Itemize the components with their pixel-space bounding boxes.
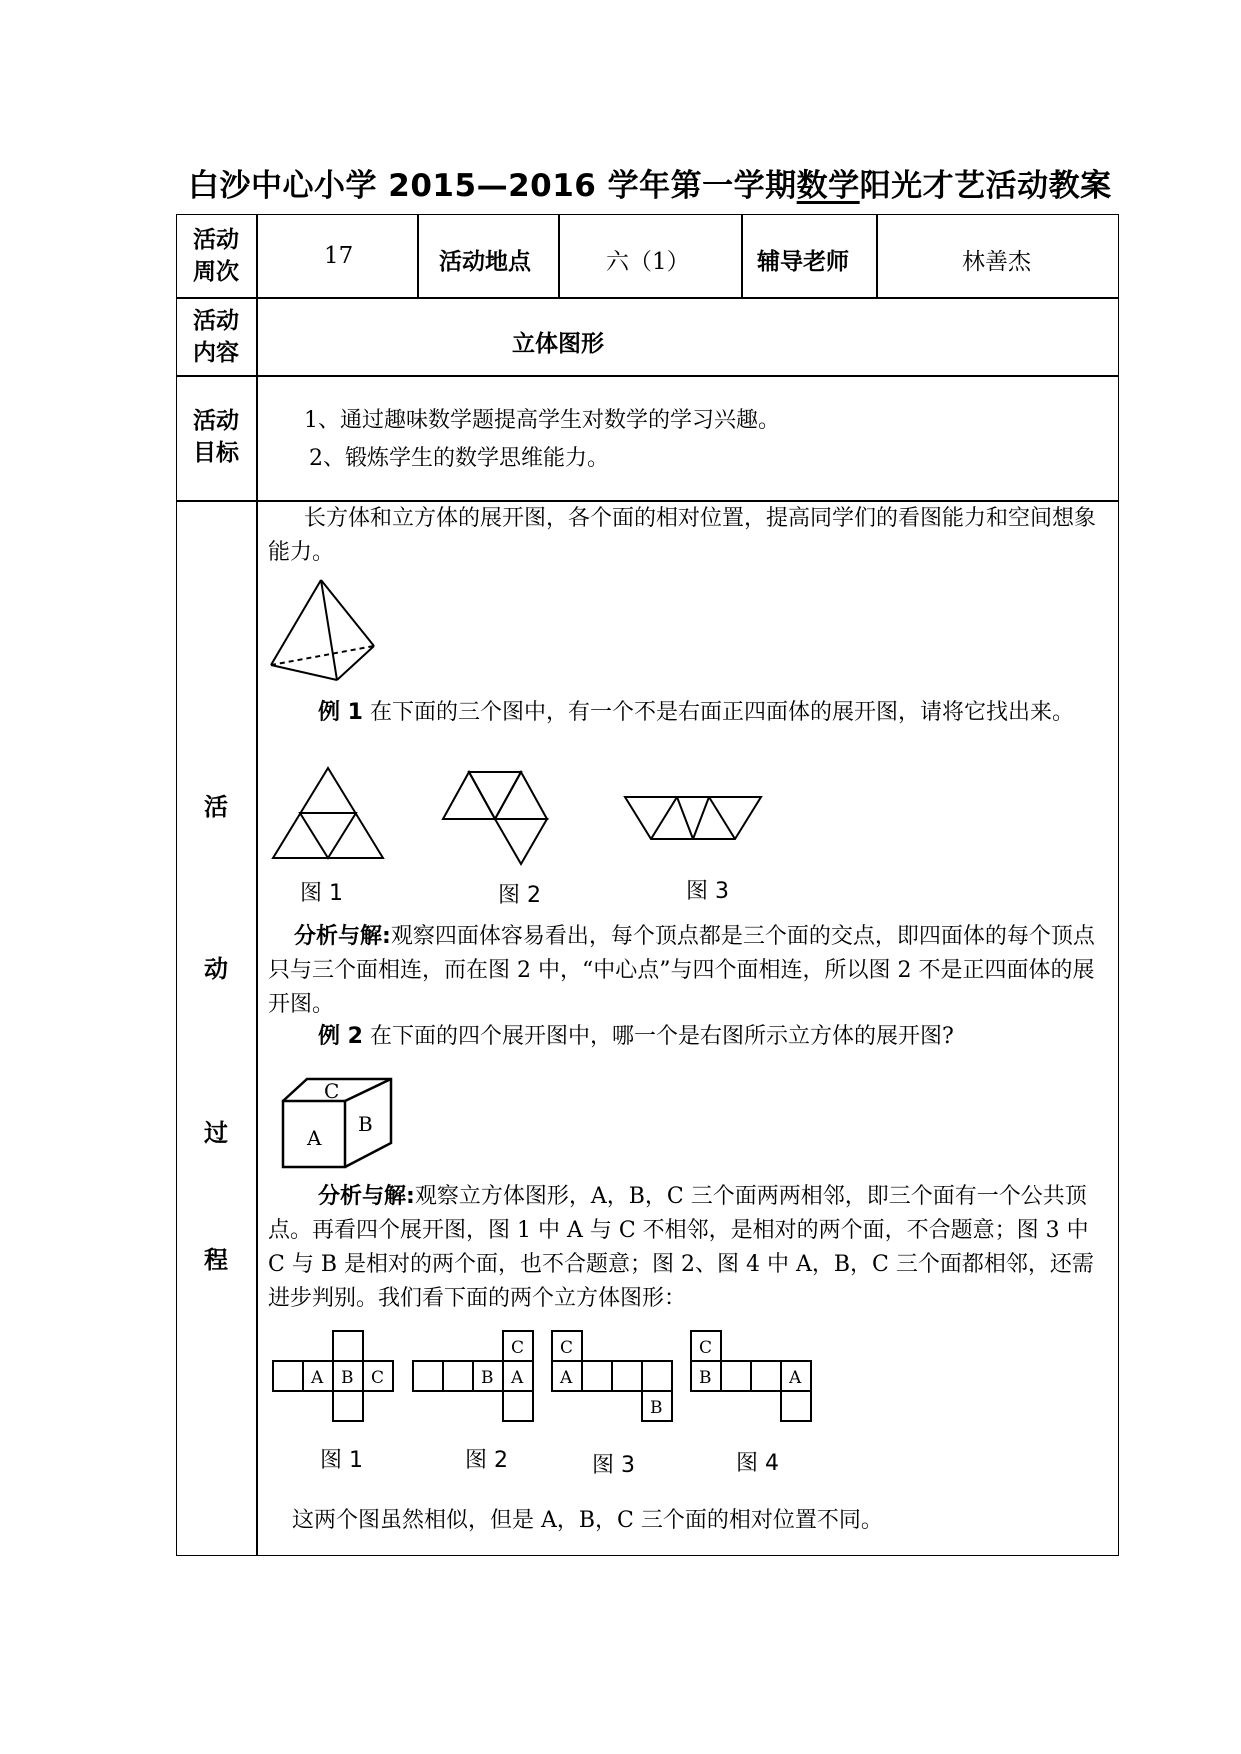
figure-caption: 图 3	[592, 1453, 635, 1478]
net-label: A	[311, 1368, 324, 1388]
column-divider	[558, 214, 560, 297]
goal-item: 1、通过趣味数学题提高学生对数学的学习兴趣。	[304, 408, 780, 433]
net-label: A	[789, 1368, 802, 1388]
figure-caption: 图 1	[300, 881, 343, 906]
goal-item: 2、锻炼学生的数学思维能力。	[309, 446, 609, 471]
process-label-char: 过	[204, 1119, 228, 1147]
cube-net-1	[272, 1330, 396, 1424]
example2-label: 例 2	[318, 1024, 363, 1049]
example1-paragraph	[268, 696, 1108, 730]
page-title: 白沙中心小学 2015—2016 学年第一学期数学阳光才艺活动教案	[188, 168, 1112, 204]
place-label: 活动地点	[439, 249, 531, 275]
analysis1-label: 分析与解:	[294, 924, 391, 949]
teacher-label: 辅导老师	[757, 249, 849, 275]
teacher-value: 林善杰	[962, 249, 1031, 275]
process-label-char: 活	[204, 793, 228, 821]
content-value: 立体图形	[512, 331, 604, 357]
row-divider	[176, 375, 1119, 377]
column-divider	[256, 214, 258, 1556]
process-label-char: 动	[204, 955, 228, 983]
analysis2-label: 分析与解:	[318, 1184, 415, 1209]
column-divider	[876, 214, 878, 297]
analysis2-paragraph	[268, 1180, 1108, 1316]
place-value: 六（1）	[606, 249, 690, 275]
tetrahedron-figure	[268, 578, 388, 684]
goal-label: 活动目标	[193, 408, 239, 466]
net-label: C	[371, 1368, 385, 1388]
column-divider	[417, 214, 419, 297]
tetra-net-1	[270, 766, 390, 860]
net-label: A	[560, 1368, 573, 1388]
column-divider	[741, 214, 743, 297]
analysis1-paragraph	[268, 920, 1108, 1022]
analysis1-text: 观察四面体容易看出，每个顶点都是三个面的交点，即四面体的每个顶点只与三个面相连，而在图 2 中，“中心点”与四个面相连，所以图 2 不是正四面体的展开图。	[268, 924, 1095, 1017]
figure-caption: 图 2	[465, 1448, 508, 1473]
cube-face-c: C	[324, 1079, 340, 1103]
cube-net-4	[690, 1330, 814, 1424]
example1-text: 在下面的三个图中，有一个不是右面正四面体的展开图，请将它找出来。	[369, 700, 1074, 725]
tetra-net-3	[622, 794, 764, 842]
example1-label: 例 1	[318, 700, 363, 725]
example2-paragraph	[268, 1020, 1108, 1054]
cube-face-b: B	[358, 1112, 373, 1136]
week-value: 17	[324, 243, 354, 269]
figure-caption: 图 1	[320, 1448, 363, 1473]
net-label: B	[650, 1398, 663, 1418]
cube-figure	[280, 1076, 396, 1170]
figure-caption: 图 2	[498, 883, 541, 908]
cube-net-2	[412, 1330, 536, 1424]
analysis2-text: 观察立方体图形，A，B，C 三个面两两相邻，即三个面有一个公共顶点。再看四个展开图，图 1 中 A 与 C 不相邻，是相对的两个面，不合题意；图 3 中 C 与 B 是相对的两个面，也不合题意；图 2、图 4 中 A，B，C 三个面都相邻，还需进步判别。我们看下面的两个立方体图形：	[268, 1184, 1094, 1311]
process-label-char: 程	[204, 1246, 228, 1274]
intro-paragraph: 长方体和立方体的展开图，各个面的相对位置，提高同学们的看图能力和空间想象能力。	[268, 506, 1097, 565]
net-label: C	[699, 1338, 713, 1358]
figure-caption: 图 4	[736, 1451, 779, 1476]
cube-net-3	[551, 1330, 675, 1424]
net-label: B	[481, 1368, 494, 1388]
net-label: B	[699, 1368, 712, 1388]
net-label: A	[511, 1368, 524, 1388]
net-label: C	[511, 1338, 525, 1358]
cube-face-a: A	[307, 1126, 322, 1150]
net-label: B	[341, 1368, 354, 1388]
week-label: 活动周次	[193, 227, 239, 285]
conclusion-paragraph: 这两个图虽然相似，但是 A，B，C 三个面的相对位置不同。	[292, 1508, 883, 1533]
example2-text: 在下面的四个展开图中，哪一个是右图所示立方体的展开图?	[369, 1024, 954, 1049]
figure-caption: 图 3	[686, 879, 729, 904]
row-divider	[176, 297, 1119, 299]
tetra-net-2	[440, 768, 560, 866]
content-label: 活动内容	[193, 308, 239, 366]
net-label: C	[560, 1338, 574, 1358]
